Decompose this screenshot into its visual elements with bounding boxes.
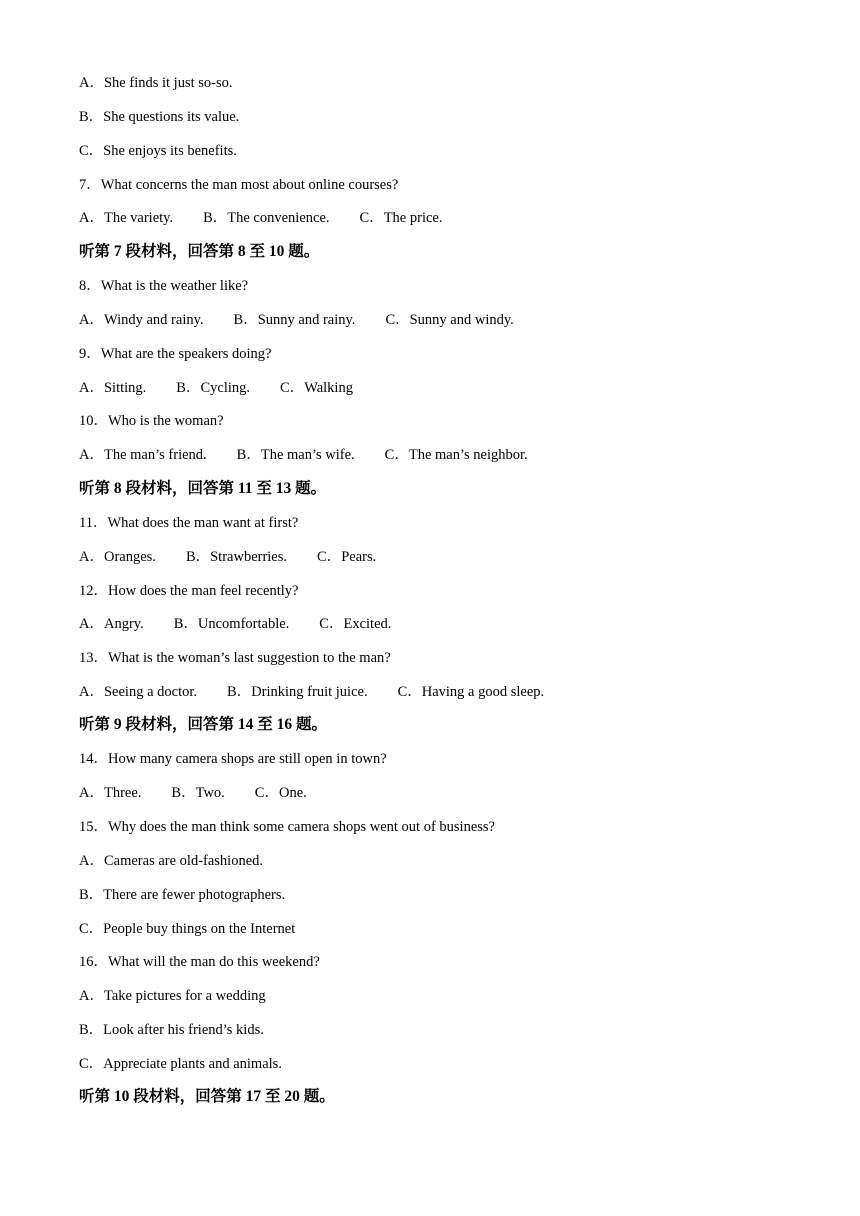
- option-letter: A．: [79, 684, 104, 700]
- question-line: [79, 816, 495, 838]
- option-text: Pears.: [341, 549, 377, 565]
- answer-option: [79, 377, 146, 399]
- option-letter: A．: [79, 210, 104, 226]
- option-letter: B．: [79, 887, 104, 903]
- option-text: Cameras are old-fashioned.: [103, 853, 264, 869]
- answer-option: [317, 546, 376, 568]
- option-text: Sunny and windy.: [409, 312, 514, 328]
- option-text: Strawberries.: [210, 549, 288, 565]
- option-letter: B．: [233, 312, 258, 328]
- option-text: People buy things on the Internet: [103, 921, 296, 937]
- option-letter: A．: [79, 447, 104, 463]
- option-text: Drinking fruit juice.: [251, 684, 368, 700]
- option-text: Appreciate plants and animals.: [103, 1056, 282, 1072]
- question-line: [79, 951, 320, 973]
- option-letter: B．: [185, 549, 211, 565]
- option-text: Look after his friend’s kids.: [103, 1022, 264, 1038]
- answer-option: [255, 782, 307, 804]
- answer-option: [79, 681, 197, 703]
- answer-option: [79, 207, 173, 229]
- section-heading: 听第 7 段材料，回答第 8 至 10 题。: [79, 243, 320, 260]
- answer-option: [79, 72, 232, 94]
- question-text: How does the man feel recently?: [108, 583, 299, 599]
- option-letter: B．: [227, 684, 252, 700]
- option-text: Oranges.: [103, 549, 156, 565]
- option-letter: A．: [79, 549, 104, 565]
- option-letter: C．: [317, 549, 342, 565]
- option-letter: A．: [79, 988, 104, 1004]
- answer-option: [227, 681, 368, 703]
- question-number: 15．: [79, 819, 108, 835]
- option-letter: B．: [236, 447, 261, 463]
- option-text: She enjoys its benefits.: [103, 143, 237, 159]
- option-text: Sitting.: [103, 380, 147, 396]
- question-text: What will the man do this weekend?: [108, 954, 320, 970]
- option-text: The man’s friend.: [103, 447, 207, 463]
- option-text: There are fewer photographers.: [103, 887, 286, 903]
- option-letter: C．: [79, 143, 104, 159]
- answer-option: [280, 377, 353, 399]
- option-letter: B．: [203, 210, 228, 226]
- question-line: [79, 512, 298, 534]
- option-letter: C．: [397, 684, 422, 700]
- answer-option: [398, 681, 545, 703]
- question-number: 16．: [79, 954, 108, 970]
- option-text: The man’s neighbor.: [408, 447, 528, 463]
- question-line: [79, 343, 271, 365]
- option-letter: C．: [384, 447, 409, 463]
- answer-option: [79, 613, 144, 635]
- option-text: The man’s wife.: [260, 447, 355, 463]
- section-heading: 听第 10 段材料，回答第 17 至 20 题。: [79, 1088, 335, 1105]
- answer-option: [385, 309, 513, 331]
- answer-option: [79, 140, 237, 162]
- option-letter: B．: [171, 785, 196, 801]
- answer-option: [79, 1053, 282, 1075]
- question-number: 9．: [79, 346, 101, 362]
- option-letter: A．: [79, 312, 104, 328]
- option-letter: C．: [319, 616, 344, 632]
- section-heading: 听第 9 段材料，回答第 14 至 16 题。: [79, 716, 328, 733]
- answer-option: [79, 850, 263, 872]
- option-text: She questions its value.: [103, 109, 240, 125]
- option-text: Sunny and rainy.: [257, 312, 356, 328]
- answer-option: [79, 106, 239, 128]
- question-text: How many camera shops are still open in town?: [108, 751, 387, 767]
- option-letter: B．: [79, 1022, 104, 1038]
- question-line: [79, 275, 248, 297]
- answer-option: [237, 444, 355, 466]
- question-number: 11．: [79, 515, 108, 531]
- question-text: Who is the woman?: [108, 413, 224, 429]
- question-text: What are the speakers doing?: [100, 346, 272, 362]
- question-number: 8．: [79, 278, 101, 294]
- answer-options-row: [79, 681, 544, 703]
- question-text: What is the weather like?: [100, 278, 249, 294]
- answer-option: [385, 444, 528, 466]
- option-text: She finds it just so-so.: [103, 75, 233, 91]
- answer-option: [176, 377, 250, 399]
- question-number: 14．: [79, 751, 108, 767]
- option-letter: C．: [385, 312, 410, 328]
- answer-options-row: [79, 207, 442, 229]
- answer-options-row: [79, 309, 514, 331]
- question-number: 12．: [79, 583, 108, 599]
- option-letter: A．: [79, 380, 104, 396]
- question-text: What is the woman’s last suggestion to the man?: [108, 650, 391, 666]
- option-text: Angry.: [103, 616, 144, 632]
- answer-options-row: [79, 377, 353, 399]
- answer-options-row: [79, 782, 307, 804]
- option-text: Windy and rainy.: [103, 312, 204, 328]
- answer-options-row: [79, 613, 391, 635]
- question-text: What concerns the man most about online courses?: [100, 177, 399, 193]
- option-text: Excited.: [343, 616, 392, 632]
- answer-option: [79, 546, 156, 568]
- question-line: [79, 410, 224, 432]
- answer-option: [171, 782, 224, 804]
- option-text: Two.: [195, 785, 225, 801]
- section-heading: 听第 8 段材料，回答第 11 至 13 题。: [79, 480, 327, 497]
- option-letter: C．: [359, 210, 384, 226]
- answer-option: [79, 782, 141, 804]
- option-letter: A．: [79, 75, 104, 91]
- question-line: [79, 647, 391, 669]
- option-letter: B．: [176, 380, 201, 396]
- option-letter: A．: [79, 785, 104, 801]
- answer-option: [79, 444, 207, 466]
- answer-option: [360, 207, 443, 229]
- answer-option: [79, 1019, 264, 1041]
- option-text: The variety.: [103, 210, 174, 226]
- option-text: Seeing a doctor.: [103, 684, 198, 700]
- option-letter: C．: [280, 380, 305, 396]
- answer-option: [186, 546, 287, 568]
- answer-option: [79, 918, 295, 940]
- option-letter: C．: [79, 921, 104, 937]
- option-text: Take pictures for a wedding: [103, 988, 266, 1004]
- question-text: What does the man want at first?: [107, 515, 299, 531]
- answer-option: [234, 309, 356, 331]
- option-text: The convenience.: [227, 210, 330, 226]
- option-text: Cycling.: [200, 380, 251, 396]
- question-number: 7．: [79, 177, 101, 193]
- answer-option: [79, 985, 266, 1007]
- answer-option: [174, 613, 290, 635]
- answer-option: [319, 613, 391, 635]
- option-text: The price.: [383, 210, 443, 226]
- answer-options-row: [79, 444, 528, 466]
- answer-option: [79, 309, 204, 331]
- option-letter: A．: [79, 853, 104, 869]
- answer-option: [203, 207, 329, 229]
- answer-options-row: [79, 546, 376, 568]
- option-letter: B．: [173, 616, 198, 632]
- option-text: Uncomfortable.: [197, 616, 290, 632]
- question-line: [79, 580, 298, 602]
- answer-option: [79, 884, 285, 906]
- question-line: [79, 174, 398, 196]
- question-line: [79, 748, 387, 770]
- option-text: Three.: [103, 785, 142, 801]
- option-letter: A．: [79, 616, 104, 632]
- option-letter: C．: [254, 785, 279, 801]
- option-text: One.: [278, 785, 307, 801]
- question-number: 10．: [79, 413, 108, 429]
- option-text: Walking: [304, 380, 353, 396]
- option-letter: C．: [79, 1056, 104, 1072]
- option-letter: B．: [79, 109, 104, 125]
- option-text: Having a good sleep.: [421, 684, 545, 700]
- question-text: Why does the man think some camera shops went out of business?: [108, 819, 495, 835]
- question-number: 13．: [79, 650, 108, 666]
